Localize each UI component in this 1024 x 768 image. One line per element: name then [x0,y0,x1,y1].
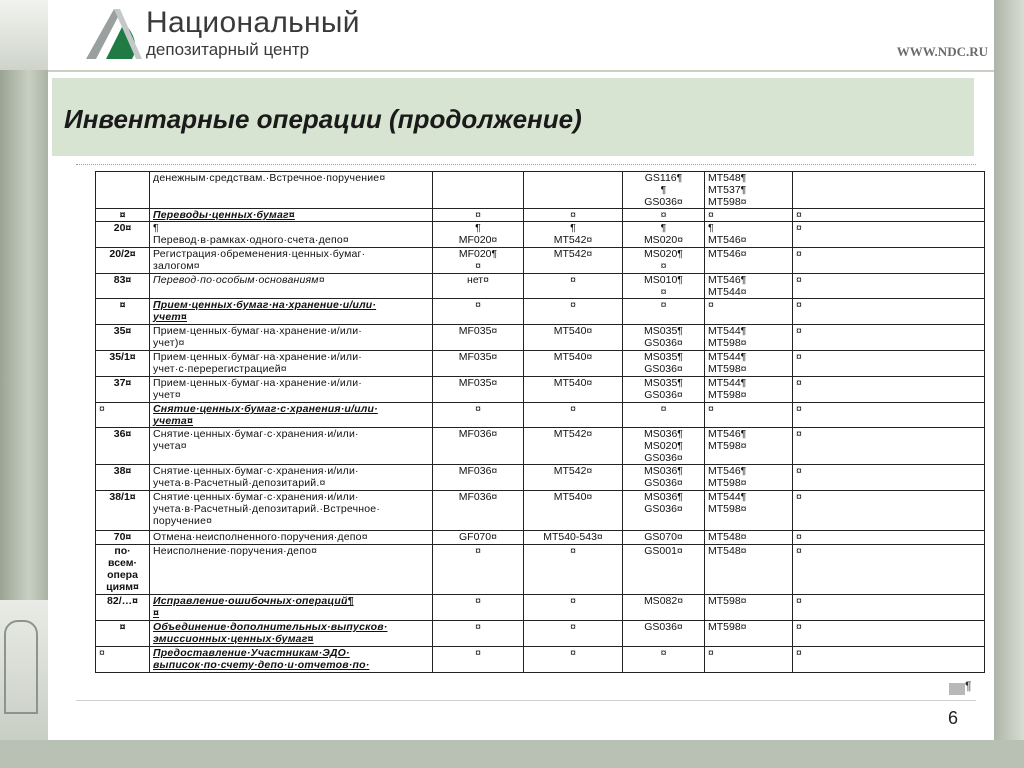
building-photo-top [0,0,48,70]
mf-code-cell: MF035¤ [433,325,524,351]
mt-incoming-cell: ¤ [524,545,623,595]
mt-outgoing-cell: ¤ [705,299,793,325]
table-row [96,377,985,403]
mf-code-cell: ¤ [433,209,524,222]
mt-incoming-cell: MT542¤ [524,248,623,274]
extra-cell [793,172,985,209]
ms-gs-code-cell: MS035¶ GS036¤ [623,351,705,377]
table-row [96,222,985,248]
ms-gs-code-cell: MS036¶ GS036¤ [623,465,705,491]
ms-gs-code-cell: ¤ [623,647,705,673]
table-row [96,545,985,595]
description-cell: Объединение·дополнительных·выпусков· эмиссионных·ценных·бумаг¤ [150,621,433,647]
mt-outgoing-cell: MT544¶ MT598¤ [705,351,793,377]
slide [48,0,994,740]
mf-code-cell: MF036¤ [433,428,524,465]
left-background-strip [0,0,48,768]
mt-outgoing-cell: MT546¶ MT598¤ [705,465,793,491]
table-row [96,403,985,428]
right-background-strip [994,0,1024,768]
row-number-cell: 35/1¤ [96,351,150,377]
description-cell: Переводы·ценных·бумаг¤ [150,209,433,222]
table-row [96,172,985,209]
table-row [96,299,985,325]
description-cell: Прием·ценных·бумаг·на·хранение·и/или· учет·с·перерегистрацией¤ [150,351,433,377]
mt-incoming-cell: MT542¤ [524,428,623,465]
paragraph-mark: ¶ [965,679,972,693]
row-number-cell: ¤ [96,403,150,428]
description-cell: Снятие·ценных·бумаг·с·хранения·и/или· учета¤ [150,428,433,465]
table-row [96,491,985,531]
building-photo-bottom [0,600,48,750]
mf-code-cell: ¤ [433,545,524,595]
table-row [96,465,985,491]
description-cell: Снятие·ценных·бумаг·с·хранения·и/или· учета·в·Расчетный·депозитарий.·Встречное· поручение¤ [150,491,433,531]
slide-header [48,0,994,75]
mt-outgoing-cell: ¤ [705,403,793,428]
mf-code-cell: нет¤ [433,274,524,299]
description-cell: Снятие·ценных·бумаг·с·хранения·и/или· учета·в·Расчетный·депозитарий.¤ [150,465,433,491]
ms-gs-code-cell: MS035¶ GS036¤ [623,377,705,403]
row-number-cell: 36¤ [96,428,150,465]
mt-incoming-cell: ¤ [524,274,623,299]
logo-name-line1: Национальный [146,6,360,39]
ms-gs-code-cell: MS020¶ ¤ [623,248,705,274]
mf-code-cell: MF035¤ [433,377,524,403]
mf-code-cell: GF070¤ [433,531,524,545]
row-number-cell: ¤ [96,209,150,222]
mf-code-cell: ¤ [433,403,524,428]
description-cell: Снятие·ценных·бумаг·с·хранения·и/или· учета¤ [150,403,433,428]
ms-gs-code-cell: GS116¶ ¶ GS036¤ [623,172,705,209]
mt-outgoing-cell: MT546¤ [705,248,793,274]
extra-cell: ¤ [793,222,985,248]
row-number-cell: 70¤ [96,531,150,545]
extra-cell: ¤ [793,351,985,377]
row-number-cell: ¤ [96,621,150,647]
mf-code-cell: MF036¤ [433,491,524,531]
ms-gs-code-cell: ¶ MS020¤ [623,222,705,248]
row-number-cell: 35¤ [96,325,150,351]
row-number-cell: 38/1¤ [96,491,150,531]
ms-gs-code-cell: MS082¤ [623,595,705,621]
row-number-cell: 38¤ [96,465,150,491]
extra-cell: ¤ [793,531,985,545]
mt-incoming-cell: MT540-543¤ [524,531,623,545]
table-row [96,274,985,299]
mt-incoming-cell [524,172,623,209]
mt-outgoing-cell: MT598¤ [705,621,793,647]
mt-outgoing-cell: MT548¤ [705,545,793,595]
extra-cell: ¤ [793,647,985,673]
mt-outgoing-cell: ¶ MT546¤ [705,222,793,248]
table-row [96,647,985,673]
ms-gs-code-cell: GS001¤ [623,545,705,595]
mt-incoming-cell: ¤ [524,209,623,222]
website-url[interactable]: WWW.NDC.RU [896,44,988,59]
row-number-cell: 37¤ [96,377,150,403]
row-number-cell: ¤ [96,299,150,325]
mf-code-cell: MF035¤ [433,351,524,377]
extra-cell: ¤ [793,403,985,428]
mt-outgoing-cell: ¤ [705,647,793,673]
extra-cell: ¤ [793,545,985,595]
header-divider [48,70,994,72]
table-row [96,209,985,222]
ms-gs-code-cell: ¤ [623,299,705,325]
row-number-cell: 83¤ [96,274,150,299]
table-row [96,351,985,377]
mt-outgoing-cell: MT544¶ MT598¤ [705,491,793,531]
mf-code-cell: ¤ [433,621,524,647]
mt-incoming-cell: MT540¤ [524,351,623,377]
description-cell: Перевод·по·особым·основаниям¤ [150,274,433,299]
mf-code-cell [433,172,524,209]
description-cell: Прием·ценных·бумаг·на·хранение·и/или· учет¤ [150,299,433,325]
mt-incoming-cell: MT540¤ [524,491,623,531]
mf-code-cell: MF020¶ ¤ [433,248,524,274]
mt-incoming-cell: MT542¤ [524,465,623,491]
mt-incoming-cell: ¤ [524,299,623,325]
extra-cell: ¤ [793,299,985,325]
mt-outgoing-cell: MT548¤ [705,531,793,545]
description-cell: денежным·средствам.·Встречное·поручение¤ [150,172,433,209]
mt-outgoing-cell: MT598¤ [705,595,793,621]
mt-incoming-cell: ¤ [524,595,623,621]
extra-cell: ¤ [793,491,985,531]
ms-gs-code-cell: ¤ [623,209,705,222]
row-number-cell: 82/…¤ [96,595,150,621]
extra-cell: ¤ [793,325,985,351]
selection-marker [949,683,965,695]
ms-gs-code-cell: MS036¶ GS036¤ [623,491,705,531]
operations-table [95,171,985,673]
document-excerpt [76,164,976,701]
mf-code-cell: ¶ MF020¤ [433,222,524,248]
mf-code-cell: ¤ [433,299,524,325]
row-number-cell: 20¤ [96,222,150,248]
ndc-logo-icon [84,5,144,61]
extra-cell: ¤ [793,274,985,299]
row-number-cell: по· всем· опера циям¤ [96,545,150,595]
table-row [96,325,985,351]
description-cell: Регистрация·обременения·ценных·бумаг· залогом¤ [150,248,433,274]
mt-incoming-cell: MT540¤ [524,325,623,351]
title-band [52,78,974,156]
ms-gs-code-cell: MS035¶ GS036¤ [623,325,705,351]
bottom-band [0,740,1024,768]
ms-gs-code-cell: GS036¤ [623,621,705,647]
extra-cell: ¤ [793,465,985,491]
ms-gs-code-cell: ¤ [623,403,705,428]
table-row [96,621,985,647]
mt-incoming-cell: MT540¤ [524,377,623,403]
mt-incoming-cell: ¶ MT542¤ [524,222,623,248]
extra-cell: ¤ [793,621,985,647]
mf-code-cell: MF036¤ [433,465,524,491]
mt-outgoing-cell: MT548¶ MT537¶ MT598¤ [705,172,793,209]
extra-cell: ¤ [793,595,985,621]
extra-cell: ¤ [793,428,985,465]
row-number-cell: 20/2¤ [96,248,150,274]
description-cell: Исправление·ошибочных·операций¶ ¤ [150,595,433,621]
logo-name-line2: депозитарный центр [146,40,310,59]
description-cell: Прием·ценных·бумаг·на·хранение·и/или· учет¤ [150,377,433,403]
description-cell: Предоставление·Участникам·ЭДО· выписок·по·счету·депо·и·отчетов·по· [150,647,433,673]
extra-cell: ¤ [793,209,985,222]
mt-outgoing-cell: ¤ [705,209,793,222]
description-cell: Прием·ценных·бумаг·на·хранение·и/или· учет)¤ [150,325,433,351]
mt-incoming-cell: ¤ [524,403,623,428]
mt-outgoing-cell: MT544¶ MT598¤ [705,377,793,403]
slide-title: Инвентарные операции (продолжение) [64,104,582,134]
mt-outgoing-cell: MT546¶ MT544¤ [705,274,793,299]
mt-outgoing-cell: MT544¶ MT598¤ [705,325,793,351]
ms-gs-code-cell: MS036¶ MS020¶ GS036¤ [623,428,705,465]
row-number-cell [96,172,150,209]
table-row [96,428,985,465]
extra-cell: ¤ [793,377,985,403]
ms-gs-code-cell: MS010¶ ¤ [623,274,705,299]
ms-gs-code-cell: GS070¤ [623,531,705,545]
mt-incoming-cell: ¤ [524,647,623,673]
table-row [96,531,985,545]
operations-table-body [96,172,985,673]
row-number-cell: ¤ [96,647,150,673]
description-cell: Отмена·неисполненного·поручения·депо¤ [150,531,433,545]
mt-incoming-cell: ¤ [524,621,623,647]
mt-outgoing-cell: MT546¶ MT598¤ [705,428,793,465]
extra-cell: ¤ [793,248,985,274]
table-row [96,248,985,274]
mf-code-cell: ¤ [433,595,524,621]
table-row [96,595,985,621]
description-cell: ¶ Перевод·в·рамках·одного·счета·депо¤ [150,222,433,248]
mf-code-cell: ¤ [433,647,524,673]
description-cell: Неисполнение·поручения·депо¤ [150,545,433,595]
page-number: 6 [948,708,959,728]
